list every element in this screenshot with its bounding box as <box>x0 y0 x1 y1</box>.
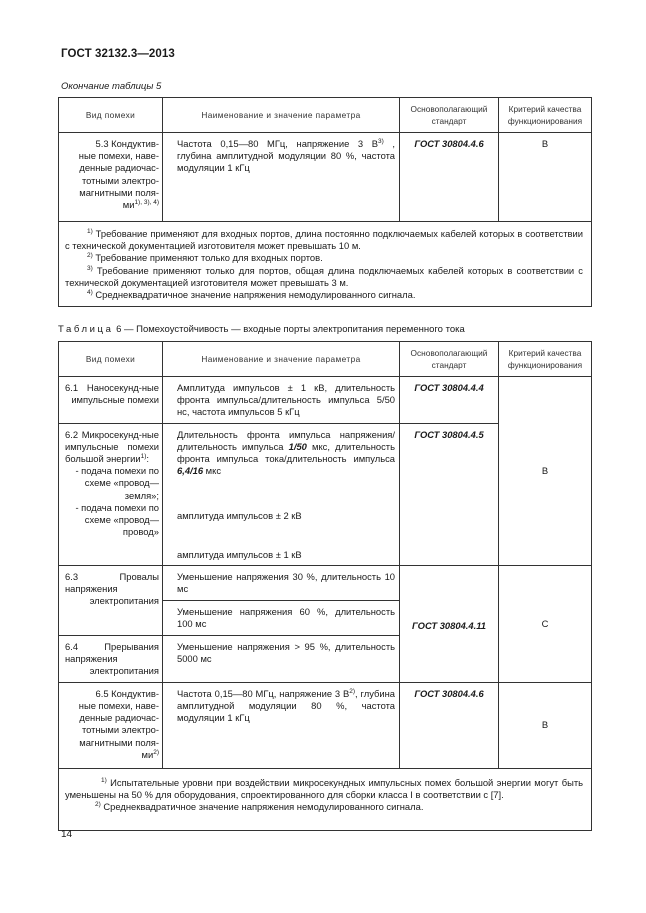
cell-standard: ГОСТ 30804.4.6 <box>400 133 499 222</box>
table6 <box>58 341 592 831</box>
kind-line: 5.3 Кондуктив- <box>95 138 159 149</box>
cell-parameter: Длительность фронта импульса напряжения/длительность импульса 1/50 мкс, длительность фронта импульса тока/длительность импульса 6,4/16 мкс амплитуда импульсов ± 2 кВ амплитуда импульсов ± 1 кВ <box>163 423 400 565</box>
document-id: ГОСТ 32132.3—2013 <box>61 48 175 60</box>
cell-kind <box>59 682 163 768</box>
column-header-parameter: Наименование и значение параметра <box>163 342 400 377</box>
table-header-row <box>59 98 592 133</box>
notes-row <box>59 768 592 830</box>
cell-kind: 6.1 Наносекунд-ные импульсные помехи <box>59 377 163 424</box>
kind-text: - подача помехи по схеме «провод—земля»; <box>75 465 159 501</box>
notes-cell <box>59 768 592 830</box>
cell-criterion: В <box>499 377 592 566</box>
kind-line: ные помехи, наве- <box>78 700 159 712</box>
cell-parameter: Частота 0,15—80 МГц, напряжение 3 $В^{2)}$, глубина амплитудной модуляции 80 %, частота модуляции 1 кГц <box>163 682 400 768</box>
cell-kind: 6.4 Прерывания напряжения электропитания <box>59 635 163 682</box>
cell-standard: ГОСТ 30804.4.11 <box>400 565 499 682</box>
cell-standard: ГОСТ 30804.4.6 <box>400 682 499 768</box>
kind-line: тотными электро- <box>81 174 159 186</box>
kind-text: 6.2 Микросекунд-ные импульсные помехи большой энергии <box>65 428 159 465</box>
page-number: 14 <box>61 829 73 840</box>
kind-line: магнитными поля- <box>79 736 159 748</box>
kind-text: - подача помехи по схеме «провод—провод» <box>75 501 159 538</box>
column-header-kind: Вид помехи <box>59 342 163 377</box>
cell-parameter: Уменьшение напряжения 60 %, длительность 100 мс <box>163 600 400 635</box>
cell-criterion: С <box>499 565 592 682</box>
footnote: $^{2)}$ Среднеквадратичное значение напряжения немодулированного сигнала. <box>95 801 424 813</box>
param-text: Частота 0,15—80 МГц, напряжение 3 В <box>177 138 378 149</box>
cell-parameter: Амплитуда импульсов ± 1 кВ, длительность фронта импульса/длительность импульса 5/50 нс, частота импульсов 5 кГц <box>163 377 400 424</box>
footnote: $^{2)}$ Требование применяют только для входных портов. <box>87 252 323 264</box>
footnote-ref: 3) <box>377 137 384 145</box>
param-text: амплитуда импульсов ± 2 кВ <box>177 510 302 522</box>
kind-line: ми <box>122 199 135 211</box>
cell-criterion: В <box>499 682 592 768</box>
kind-line: 6.5 Кондуктив- <box>95 687 159 699</box>
footnote-ref: 1) <box>140 452 147 460</box>
cell-parameter <box>163 133 400 222</box>
footnote: $^{1)}$ Требование применяют для входных портов, длина постоянно подключаемых кабелей которых в соответствии с технической документацией изготовителя может превышать 10 м. <box>65 227 583 252</box>
param-text: амплитуда импульсов ± 1 кВ <box>177 548 302 560</box>
cell-standard: ГОСТ 30804.4.4 <box>400 377 499 424</box>
column-header-criterion: Критерий качества функционирования <box>499 342 592 377</box>
kind-line: денные радиочас- <box>79 712 159 724</box>
table5-continuation-caption: Окончание таблицы 5 <box>61 81 162 92</box>
column-header-criterion: Критерий качества функционирования <box>499 98 592 133</box>
kind-line: ми <box>141 748 154 760</box>
param-text: , глубина амплитудной модуляции 80 %, частота модуляции 1 кГц <box>177 138 395 174</box>
footnote-ref: 1), 3), 4) <box>134 198 159 206</box>
cell-kind <box>59 133 163 222</box>
table-row <box>59 565 592 600</box>
footnote: $^{4)}$ Среднеквадратичное значение напряжения немодулированного сигнала. <box>87 288 416 301</box>
column-header-standard: Основополагающий стандарт <box>400 98 499 133</box>
kind-line: тотными электро- <box>81 724 159 736</box>
cell-parameter: Уменьшение напряжения 30 %, длительность 10 мс <box>163 565 400 600</box>
cell-criterion: В <box>499 133 592 222</box>
notes-cell <box>59 222 592 307</box>
column-header-kind: Вид помехи <box>59 98 163 133</box>
cell-kind: 6.2 Микросекунд-ные импульсные помехи большой энергии$^{1)}$: - подача помехи по схеме «провод—земля»; - подача помехи по схеме «провод—провод» <box>59 423 163 565</box>
table-header-row <box>59 342 592 377</box>
column-header-parameter: Наименование и значение параметра <box>163 98 400 133</box>
footnote: $^{3)}$ Требование применяют только для портов, общая длина подключаемых кабелей которых в соответствии с технической документацией изготовителя может превышать 3 м. <box>65 264 583 288</box>
cell-standard: ГОСТ 30804.4.5 <box>400 423 499 565</box>
column-header-standard: Основополагающий стандарт <box>400 342 499 377</box>
kind-line: денные радиочас- <box>79 162 159 174</box>
kind-line: ные помехи, наве- <box>78 150 159 162</box>
notes-row <box>59 222 592 307</box>
cell-kind: 6.3 Провалы напряжения электропитания <box>59 565 163 635</box>
table6-caption: Таблица 6 — Помехоустойчивость — входные порты электропитания переменного тока <box>58 324 465 335</box>
footnote-ref: 2) <box>153 748 159 756</box>
footnote: $^{1)}$ Испытательные уровни при воздействии микросекундных импульсных помех большой энергии могут быть уменьшены на 50 % для оборудования, спроектированного для сборки класса I в соответствии с [7]. <box>65 776 583 801</box>
cell-parameter: Уменьшение напряжения > 95 %, длительность 5000 мс <box>163 635 400 682</box>
footnote-ref: 2) <box>349 687 356 695</box>
table-row <box>59 682 592 768</box>
table-row <box>59 133 592 222</box>
table5-continuation <box>58 97 592 307</box>
kind-line: магнитными поля- <box>79 186 159 198</box>
table-row <box>59 377 592 424</box>
